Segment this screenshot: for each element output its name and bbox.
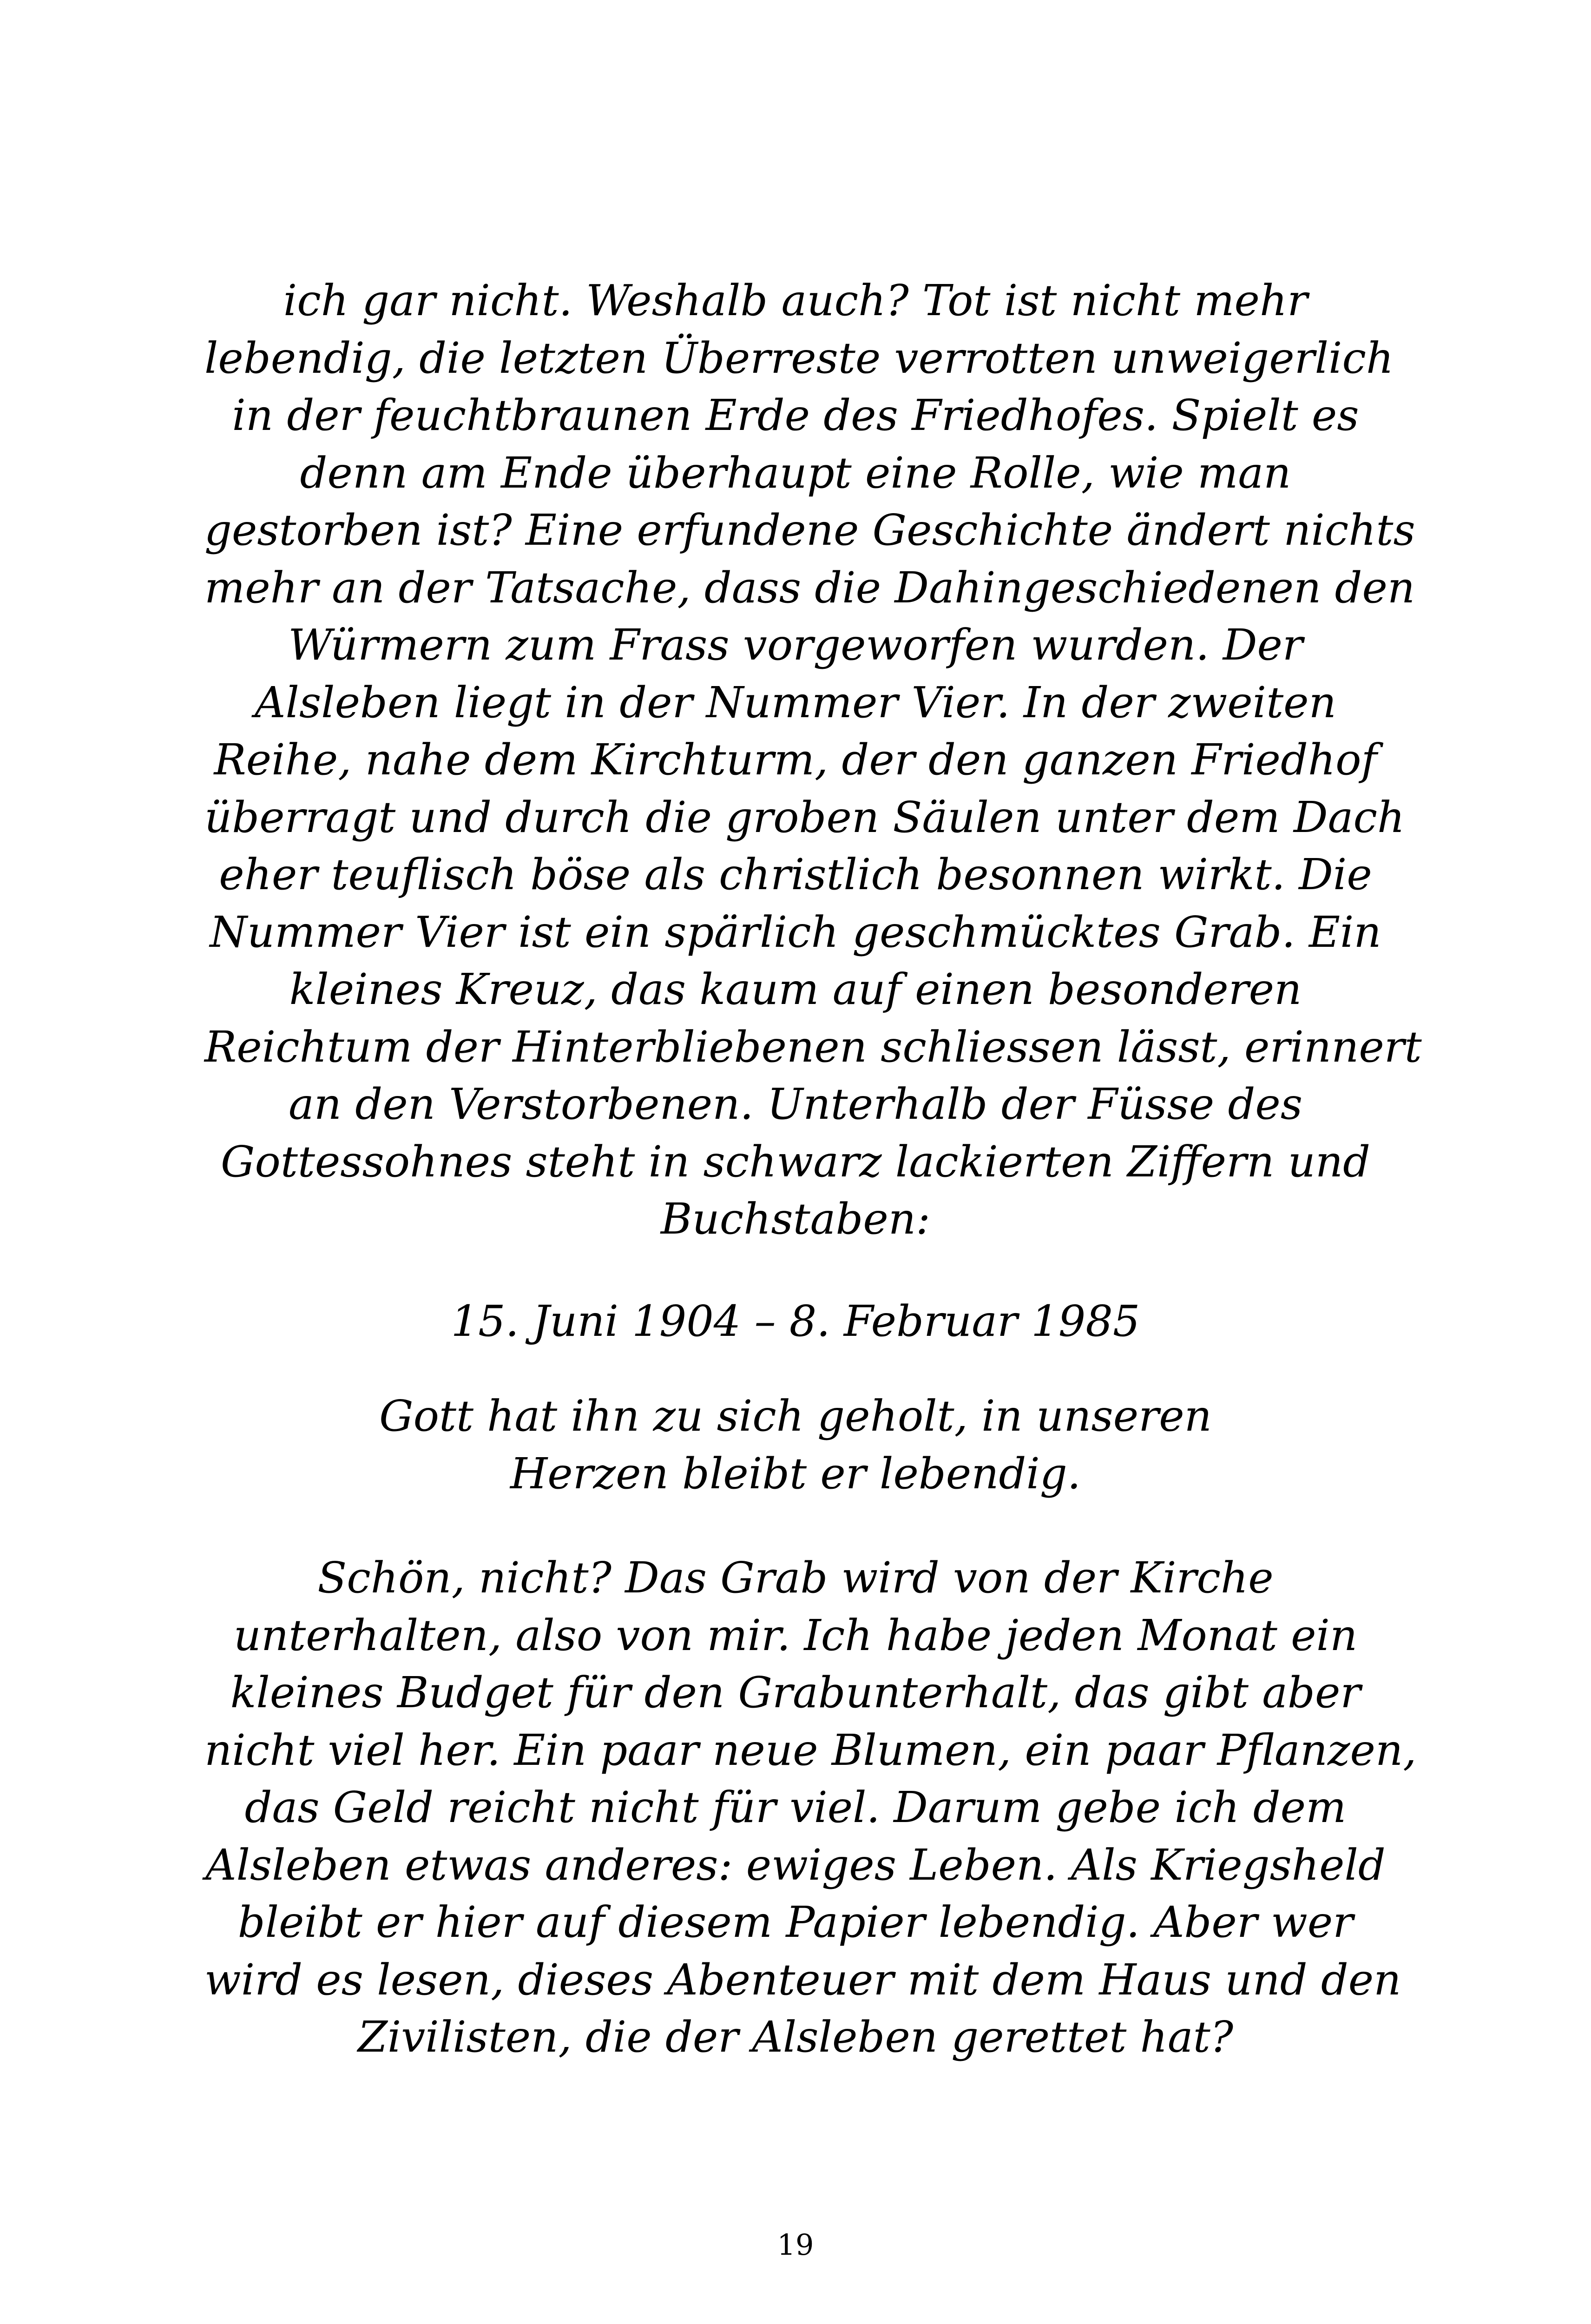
text-line: Reichtum der Hinterbliebenen schliessen lässt, erinnert	[204, 1022, 1422, 1072]
text-line: wird es lesen, dieses Abenteuer mit dem Haus und den	[204, 1954, 1401, 2005]
text-line: Nummer Vier ist ein spärlich geschmücktes Grab. Ein	[210, 907, 1381, 957]
text-line: Alsleben etwas anderes: ewiges Leben. Als Kriegsheld	[205, 1840, 1386, 1890]
text-line: Gott hat ihn zu sich geholt, in unseren	[379, 1391, 1212, 1441]
page-number: 19	[777, 2228, 814, 2262]
text-line: Buchstaben:	[660, 1194, 931, 1244]
inscription-date	[204, 1293, 1387, 1350]
text-line: kleines Kreuz, das kaum auf einen besonderen	[289, 964, 1302, 1014]
text-line: Schön, nicht? Das Grab wird von der Kirche	[317, 1553, 1274, 1603]
text-line: das Geld reicht nicht für viel. Darum gebe ich dem	[244, 1783, 1347, 1832]
text-line: kleines Budget für den Grabunterhalt, das gibt aber	[230, 1668, 1361, 1717]
text-line: Alsleben liegt in der Nummer Vier. In der zweiten	[255, 677, 1336, 727]
text-line: nicht viel her. Ein paar neue Blumen, ein paar Pflanzen,	[204, 1725, 1417, 1775]
text-line: Reihe, nahe dem Kirchturm, der den ganzen Friedhof	[214, 735, 1377, 785]
text-line: Würmern zum Frass vorgeworfen wurden. Der	[288, 620, 1303, 670]
text-line: ich gar nicht. Weshalb auch? Tot ist nicht mehr	[283, 276, 1308, 325]
text-line: Gottessohnes steht in schwarz lackierten Ziffern und	[221, 1136, 1370, 1187]
text-line: Zivilisten, die der Alsleben gerettet hat?	[357, 2012, 1234, 2062]
text-line: gestorben ist? Eine erfundene Geschichte ändert nichts	[204, 505, 1415, 555]
text-line: lebendig, die letzten Überreste verrotten unweigerlich	[204, 333, 1394, 383]
text-line: denn am Ende überhaupt eine Rolle, wie man	[300, 448, 1291, 498]
text-line: in der feuchtbraunen Erde des Friedhofes. Spielt es	[232, 390, 1359, 440]
text-line: bleibt er hier auf diesem Papier lebendig. Aber wer	[237, 1897, 1354, 1947]
text-line: unterhalten, also von mir. Ich habe jeden Monat ein	[233, 1610, 1358, 1660]
body-paragraph-1	[204, 272, 1422, 1248]
text-line: überragt und durch die groben Säulen unter dem Dach	[204, 792, 1405, 842]
text-line: eher teuflisch böse als christlich besonnen wirkt. Die	[219, 850, 1372, 899]
body-paragraph-2	[204, 1549, 1417, 2066]
inscription-epitaph	[204, 1387, 1387, 1502]
text-line: 15. Juni 1904 – 8. Februar 1985	[451, 1296, 1140, 1346]
text-line: an den Verstorbenen. Unterhalb der Füsse des	[288, 1079, 1303, 1129]
text-line: Herzen bleibt er lebendig.	[510, 1448, 1081, 1499]
text-line: mehr an der Tatsache, dass die Dahingeschiedenen den	[204, 562, 1415, 613]
